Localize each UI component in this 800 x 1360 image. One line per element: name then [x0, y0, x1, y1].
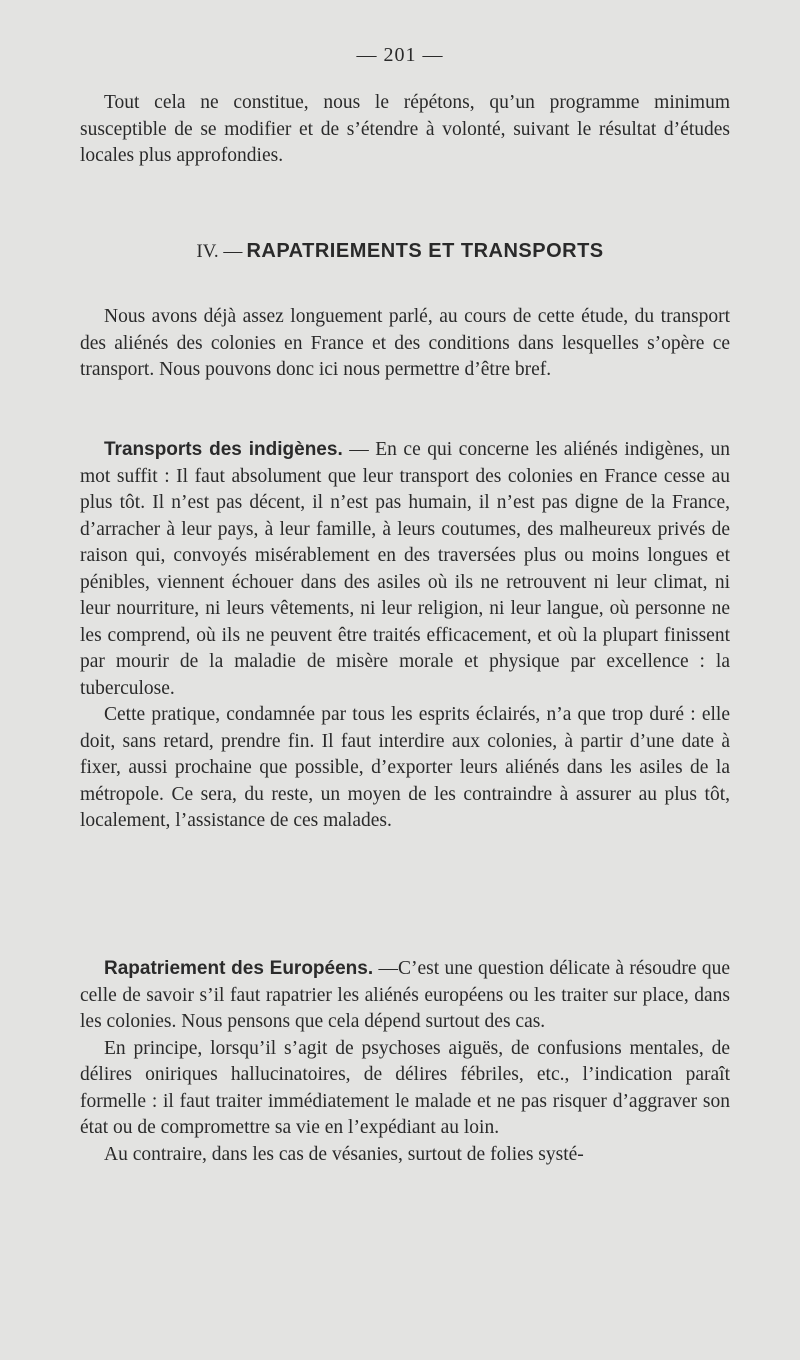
page-number: — 201 — — [356, 44, 444, 66]
rapatriement-paragraph-2: En principe, lorsqu’il s’agit de psychoses aiguës, de confusions mentales, de délires oniriques hallucinatoires, de délires fébriles, etc., l’indication paraît formelle : il faut traiter immédiatement le malade et ne pas risquer d’aggraver son état ou de compromettre sa vie en l’expédiant au loin. — [80, 1037, 730, 1138]
rapatriement-text-1: —C’est une question délicate à résoudre que celle de savoir s’il faut rapatrier les aliénés européens ou les traiter sur place, dans les colonies. Nous pensons que cela dépend surtout des cas. — [80, 958, 730, 1032]
transports-paragraph-2: Cette pratique, condamnée par tous les esprits éclairés, n’a que trop duré : elle doit, sans retard, prendre fin. Il faut interdire aux colonies, à partir d’une date à fixer, aussi prochaine que possible, d’exporter leurs aliénés dans les asiles de la métropole. Ce sera, du reste, un moyen de les contraindre à assurer au plus tôt, localement, l’assistance de ces malades. — [80, 704, 730, 831]
intro-block — [80, 90, 730, 170]
rapatriement-subhead: Rapatriement des Européens. — [104, 958, 374, 979]
section-heading — [0, 240, 800, 263]
rapatriement-paragraph-1 — [80, 956, 730, 1036]
transports-subhead: Transports des indigènes. — [104, 439, 343, 460]
section-intro-block — [80, 304, 730, 384]
transports-text-1: — En ce qui concerne les aliénés indigènes, un mot suffit : Il faut absolument que leur transport des colonies en France cesse au plus tôt. Il n’est pas décent, il n’est pas humain, il n’est pas digne de la France, d’arracher à leur pays, à leur famille, à leurs coutumes, des malheureux privés de raison qui, convoyés misérablement en des traversées plus ou moins longues et pénibles, viennent échouer dans des asiles où ils ne retrouvent ni leur climat, ni leur nourriture, ni leurs vêtements, ni leur religion, ni leur langue, où personne ne les comprend, où ils ne peuvent être traités efficacement, et où la plupart finissent par mourir de la maladie de misère morale et physique par excellence : la tuberculose. — [80, 439, 731, 699]
intro-paragraph: Tout cela ne constitue, nous le répétons, qu’un programme minimum susceptible de se modifier et de s’étendre à volonté, suivant le résultat d’études locales plus approfondies. — [80, 92, 730, 166]
rapatriement-paragraph-3: Au contraire, dans les cas de vésanies, surtout de folies systé- — [104, 1143, 584, 1165]
transports-paragraph-1 — [80, 437, 730, 702]
section-intro-paragraph: Nous avons déjà assez longuement parlé, au cours de cette étude, du transport des aliénés des colonies en France et des conditions dans lesquelles s’opère ce transport. Nous pouvons donc ici nous permettre d’être bref. — [80, 306, 730, 380]
section-title: RAPATRIEMENTS ET TRANSPORTS — [246, 240, 604, 262]
rapatriement-block — [80, 956, 730, 1168]
transports-block — [80, 437, 730, 835]
section-numeral: IV. — — [196, 241, 243, 262]
